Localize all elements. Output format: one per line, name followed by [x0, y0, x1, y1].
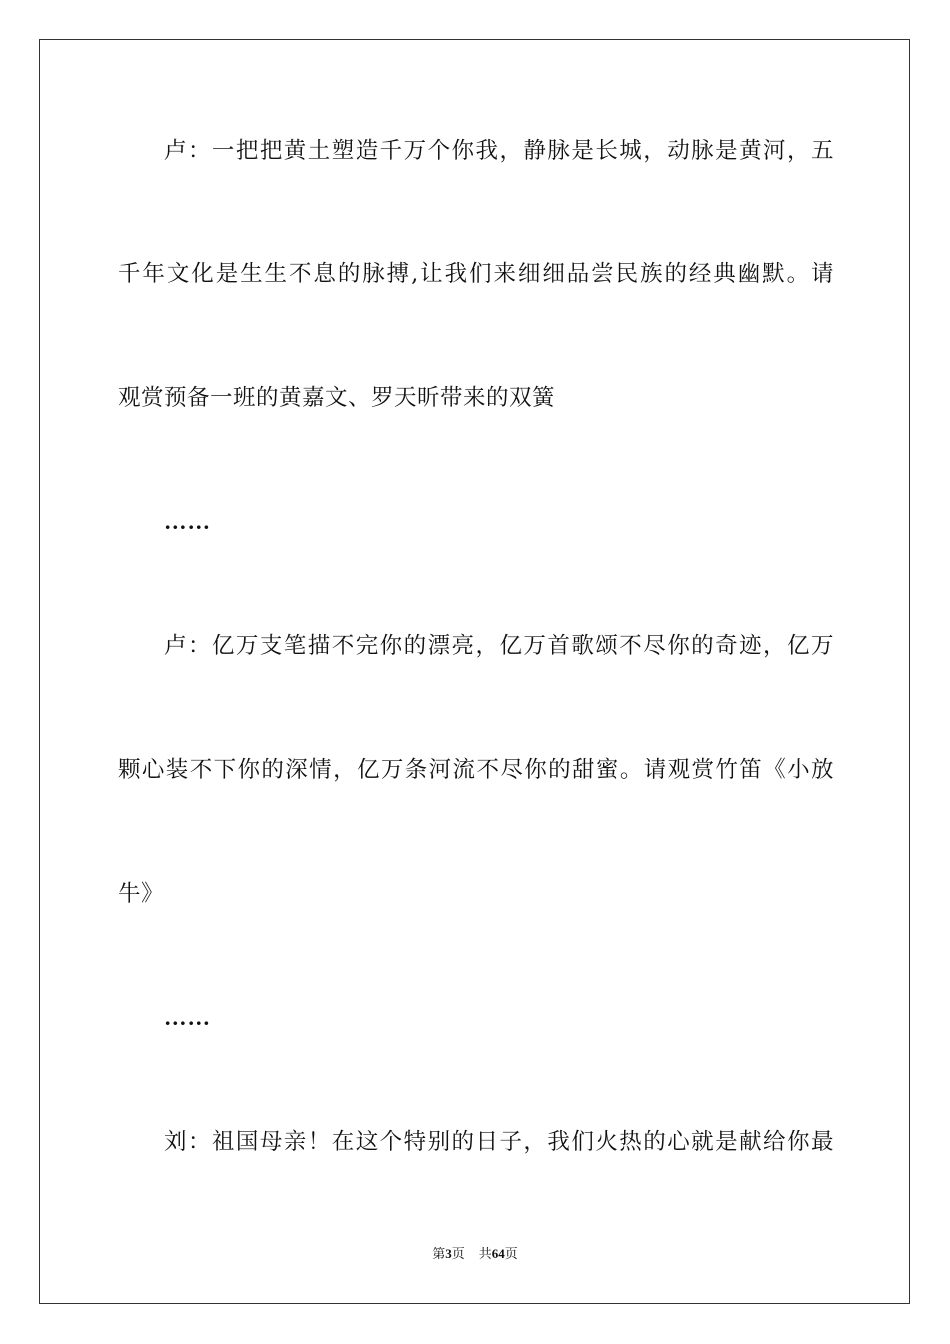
page-border — [39, 39, 910, 1304]
ellipsis-line: …… — [164, 1005, 211, 1030]
paragraph-line: 颗心装不下你的深情，亿万条河流不尽你的甜蜜。请观赏竹笛《小放 — [118, 757, 834, 783]
paragraph-line: 牛》 — [118, 881, 165, 907]
page-current: 3 — [445, 1246, 452, 1261]
paragraph-line: 观赏预备一班的黄嘉文、罗天昕带来的双簧 — [118, 385, 556, 411]
total-prefix: 共 — [478, 1246, 492, 1261]
paragraph-line: 刘：祖国母亲！在这个特别的日子，我们火热的心就是献给你最 — [164, 1129, 834, 1155]
page-footer — [0, 1244, 950, 1264]
total-suffix: 页 — [504, 1246, 518, 1261]
total-count: 64 — [491, 1246, 505, 1261]
paragraph-line: 卢：一把把黄土塑造千万个你我，静脉是长城，动脉是黄河，五 — [164, 138, 834, 164]
page-prefix: 第 — [432, 1246, 446, 1261]
page-total — [479, 1246, 518, 1261]
page-number — [432, 1246, 465, 1261]
ellipsis-line: …… — [164, 509, 211, 534]
paragraph-line: 千年文化是生生不息的脉搏,让我们来细细品尝民族的经典幽默。请 — [118, 261, 834, 287]
paragraph-line: 卢：亿万支笔描不完你的漂亮，亿万首歌颂不尽你的奇迹，亿万 — [164, 633, 834, 659]
page-suffix: 页 — [451, 1246, 465, 1261]
